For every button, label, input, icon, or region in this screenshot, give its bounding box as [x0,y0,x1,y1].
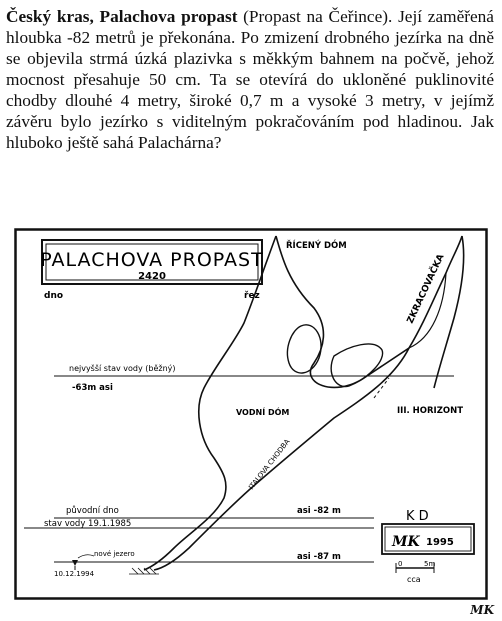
label-asi-87: asi -87 m [297,552,341,562]
title-box-title: PALACHOVA PROPAST [40,249,264,271]
label-riceny-dom: ŘÍCENÝ DÓM [286,241,347,251]
label-depth-63: -63m asi [72,383,113,393]
author-signature: MK [470,603,494,617]
label-italova-chodba: ITALOVA CHODBA [247,437,292,492]
inner-chamber-2 [331,344,382,387]
scale-label-5m: 5m [424,560,436,568]
lake-callout [78,555,94,558]
label-nejvyssi-stav: nejvyšší stav vody (běžný) [69,364,176,373]
scale-label-cca: cca [407,575,421,584]
label-puvodni-dno: původní dno [66,506,119,516]
cave-outline-lower [154,348,409,570]
article-paragraph [6,6,494,153]
cave-outline-left [144,236,276,570]
cave-cross-section-figure [14,228,488,600]
label-dno: dno [44,291,64,301]
new-lake-hatch [129,568,159,574]
label-asi-82: asi -82 m [297,506,341,516]
label-date-1994: 10.12.1994 [54,570,95,578]
label-horizont: III. HORIZONT [397,406,464,416]
title-box-number: 2420 [138,271,166,282]
label-rez: řez [244,291,260,301]
label-vodni-dom: VODNÍ DÓM [236,408,290,417]
legend-year: 1995 [426,537,454,548]
legend-kd: K D [406,509,429,524]
article-body: (Propast na Čeřince). Její zaměřená hloubka -82 metrů je překonána. Po zmizení drobného jezírka na dně se objevila strmá úzká plazivka s měkkým bahnem na počvě, jehož mocnost přesahuje 50 cm. Ta se otevírá do ukloněné puklinovité chodby dlouhé 4 metry, široké 0,7 m a vysoké 3 metry, v jejímž závěru bylo jezírko s viditelným pokračováním pod hladinou. Jak hluboko ještě sahá Palachárna? [6,7,494,152]
article-title: Český kras, Palachova propast [6,7,238,26]
label-stav-vody: stav vody 19.1.1985 [44,519,132,529]
legend-initials: MK [392,534,420,550]
scale-label-0: 0 [398,560,403,568]
label-nove-jezero: nové jezero [94,550,135,558]
label-zkracovacka: ZKRACOVAČKA [405,252,447,326]
lake-marker-icon [72,560,78,566]
inner-chamber [287,325,321,373]
